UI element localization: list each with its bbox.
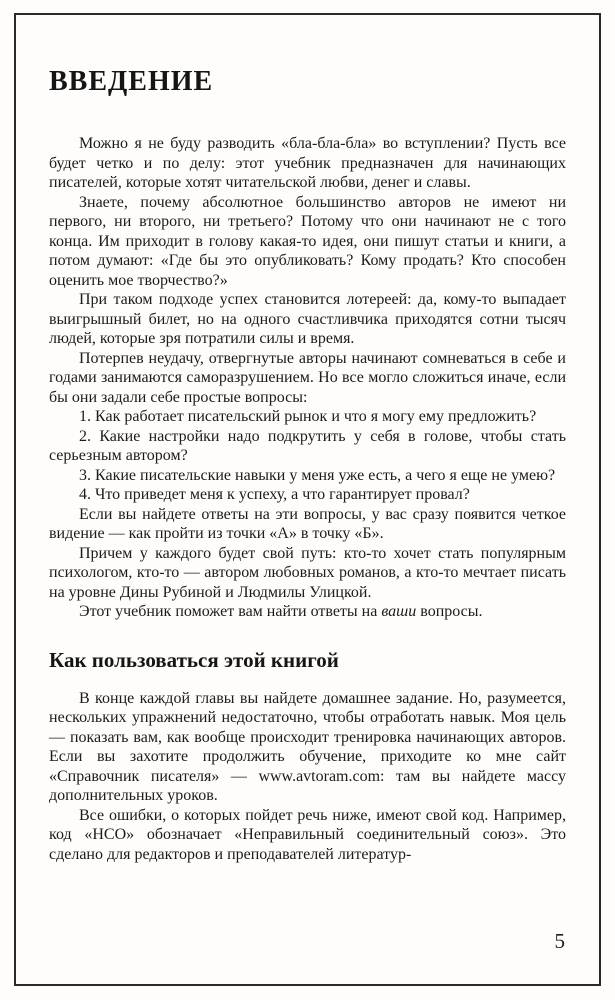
page-number: 5 — [554, 929, 565, 953]
chapter-title: ВВЕДЕНИЕ — [49, 66, 214, 97]
emphasized-word: ваши — [381, 603, 417, 620]
paragraph: При таком подходе успех становится лотереей: да, кому-то выпадает выигрышный билет, но на одного счастливчика приходятся сотни тысяч людей, которые зря потратили силы и время. — [49, 291, 566, 347]
paragraph-text: Этот учебник поможет вам найти ответы на — [79, 603, 382, 620]
paragraph: Потерпев неудачу, отвергнутые авторы начинают сомневаться в себе и годами занимаются саморазрушением. Но все могло сложиться иначе, если бы они задали себе простые вопросы: — [49, 349, 566, 406]
paragraph: Можно я не буду разводить «бла-бла-бла» во вступлении? Пусть все будет четко и по делу: этот учебник предназначен для начинающих писателей, которые хотят читательской любви, денег и славы. — [49, 135, 566, 191]
paragraph: Знаете, почему абсолютное большинство авторов не имеют ни первого, ни второго, ни третьего? Потому что они начинают не с того конца. Им приходит в голову какая-то идея, они пишут статьи и книги, а потом думают: «Где бы это опубликовать? Кому продать? Кто способен оценить мое творчество?» — [49, 193, 566, 289]
paragraph: Все ошибки, о которых пойдет речь ниже, имеют свой код. Например, код «НСО» обозначает «Неправильный соединительный союз». Это сделано для редакторов и преподавателей литератур- — [49, 806, 566, 863]
numbered-question: 3. Какие писательские навыки у меня уже есть, а чего я еще не умею? — [79, 466, 556, 484]
paragraph: В конце каждой главы вы найдете домашнее задание. Но, разумеется, нескольких упражнений недостаточно, чтобы отработать навык. Моя цель — показать вам, как вообще происходит тренировка начинающих авторов. Если вы захотите продолжить обучение, приходите ко мне сайт «Справочник писателя» — www.avtoram.com: там вы найдете массу дополнительных уроков. — [49, 689, 566, 804]
numbered-question: 1. Как работает писательский рынок и что я могу ему предложить? — [79, 408, 537, 425]
paragraph-text: вопросы. — [416, 603, 483, 620]
page-content — [49, 66, 566, 864]
numbered-question: 4. Что приведет меня к успеху, а что гарантирует провал? — [79, 486, 470, 503]
paragraph: Если вы найдете ответы на эти вопросы, у вас сразу появится четкое видение — как пройти из точки «А» в точку «Б». — [49, 505, 566, 542]
numbered-question: 2. Какие настройки надо подкрутить у себя в голове, чтобы стать серьезным автором? — [49, 427, 566, 464]
section-heading: Как пользоваться этой книгой — [49, 647, 339, 672]
paragraph-with-emphasis — [49, 602, 566, 622]
paragraph: Причем у каждого будет свой путь: кто-то хочет стать популярным психологом, кто-то — автором любовных романов, а кто-то мечтает писать на уровне Дины Рубиной и Людмилы Улицкой. — [49, 544, 566, 601]
